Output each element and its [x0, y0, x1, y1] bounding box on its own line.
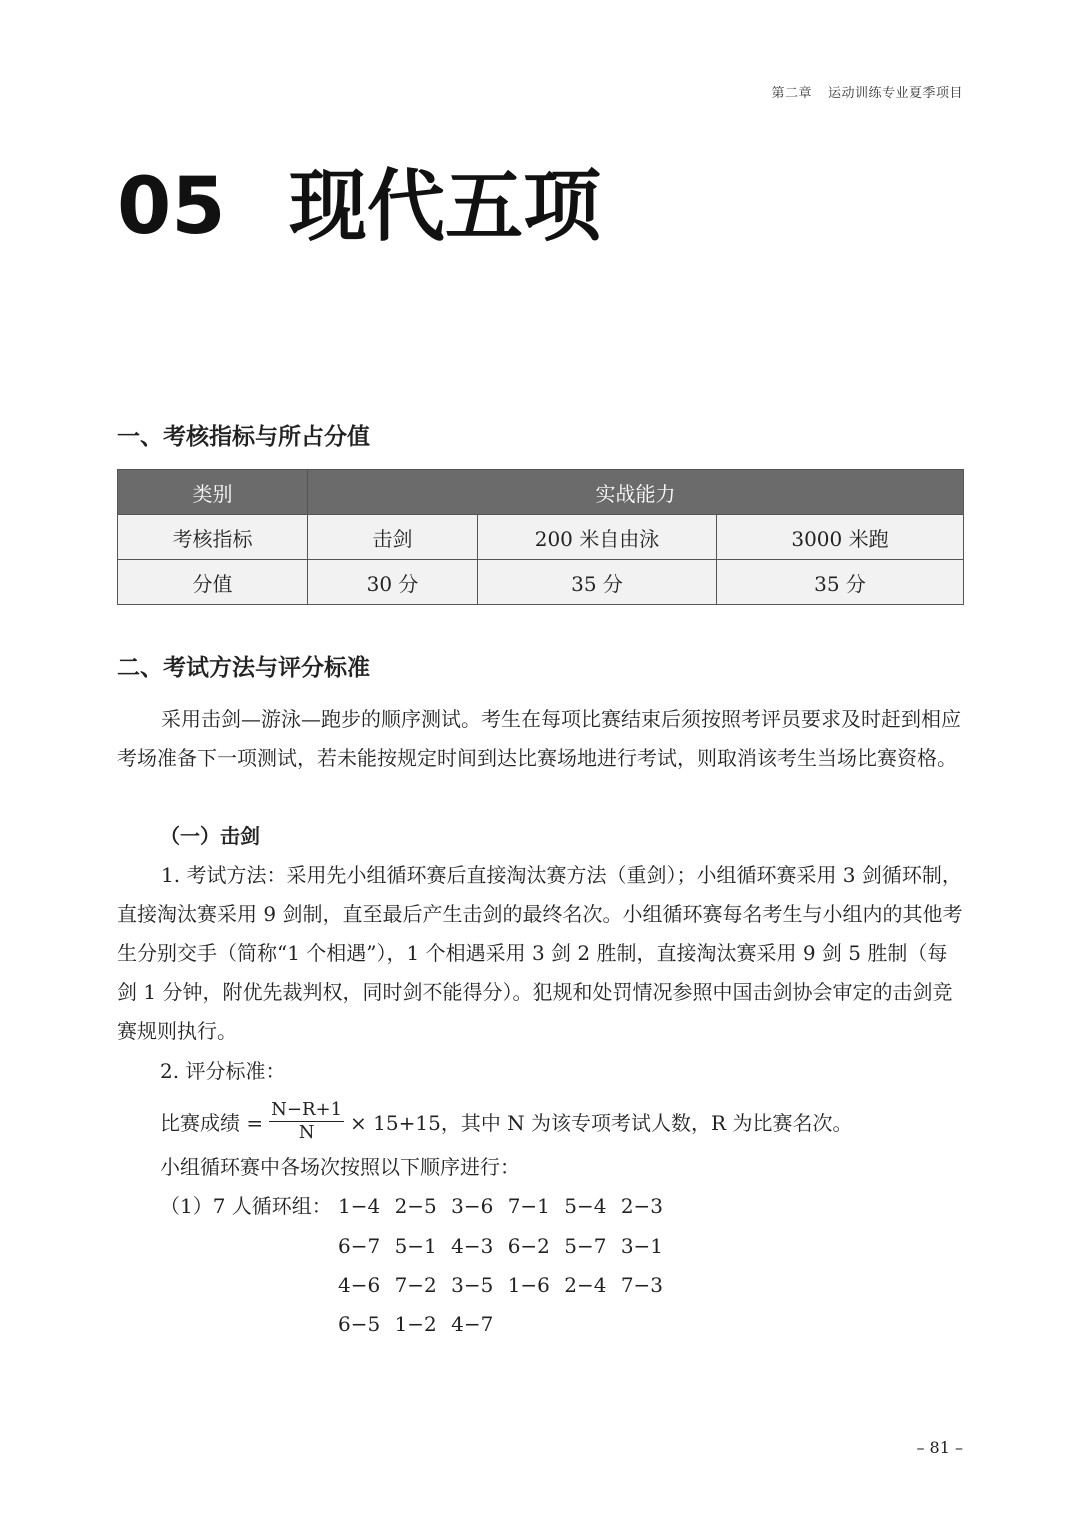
table-header-category: 类别 [118, 470, 308, 515]
chapter-title [117, 162, 602, 252]
table-cell: 200 米自由泳 [478, 515, 717, 560]
table-row-label: 考核指标 [118, 515, 308, 560]
intro-paragraph [117, 700, 967, 778]
table-header-group: 实战能力 [308, 470, 964, 515]
table-cell: 击剑 [308, 515, 478, 560]
score-formula [160, 1097, 852, 1145]
intro-text: 采用击剑—游泳—跑步的顺序测试。考生在每项比赛结束后须按照考评员要求及时赶到相应考场准备下一项测试，若未能按规定时间到达比赛场地进行考试，则取消该考生当场比赛资格。 [117, 707, 961, 770]
table-row [118, 560, 964, 605]
section2-heading: 二、考试方法与评分标准 [117, 654, 370, 681]
formula-suffix: × 15+15，其中 N 为该专项考试人数，R 为比赛名次。 [350, 1110, 853, 1135]
chapter-number: 05 [117, 162, 226, 252]
page-number: – 81 – [916, 1438, 963, 1457]
match-line: 6−7 5−1 4−3 6−2 5−7 3−1 [338, 1234, 664, 1258]
method-text: 1. 考试方法：采用先小组循环赛后直接淘汰赛方法（重剑）；小组循环赛采用 3 剑循环制，直接淘汰赛采用 9 剑制，直至最后产生击剑的最终名次。小组循环赛每名考生与小组内的其他考生分别交手（简称“1 个相遇”），1 个相遇采用 3 剑 2 胜制，直接淘汰赛采用 9 剑 5 胜制（每剑 1 分钟，附优先裁判权，同时剑不能得分）。犯规和处罚情况参照中国击剑协会审定的击剑竞赛规则执行。 [117, 863, 963, 1043]
scoring-label: 2. 评分标准： [160, 1059, 286, 1083]
table-cell: 35 分 [478, 560, 717, 605]
fencing-subheading: （一）击剑 [160, 824, 260, 848]
table-cell: 3000 米跑 [717, 515, 964, 560]
formula-fraction [269, 1099, 344, 1144]
running-head-title: 运动训练专业夏季项目 [827, 86, 963, 101]
formula-numerator: N−R+1 [271, 1098, 343, 1120]
match-line: 4−6 7−2 3−5 1−6 2−4 7−3 [338, 1273, 664, 1297]
match-line: 1−4 2−5 3−6 7−1 5−4 2−3 [338, 1194, 664, 1218]
table-row-label: 分值 [118, 560, 308, 605]
formula-prefix: 比赛成绩 = [160, 1110, 264, 1135]
seven-group-label: （1）7 人循环组： [160, 1194, 332, 1218]
running-head-chapter: 第二章 [771, 86, 812, 101]
score-table [117, 469, 964, 605]
table-row [118, 515, 964, 560]
running-head [771, 82, 963, 101]
table-cell: 30 分 [308, 560, 478, 605]
match-line: 6−5 1−2 4−7 [338, 1312, 494, 1336]
formula-denominator: N [298, 1121, 315, 1143]
section1-heading: 一、考核指标与所占分值 [117, 423, 370, 450]
table-cell: 35 分 [717, 560, 964, 605]
table-header-row [118, 470, 964, 515]
chapter-name: 现代五项 [289, 162, 602, 252]
order-intro: 小组循环赛中各场次按照以下顺序进行： [160, 1155, 520, 1179]
method-paragraph [117, 856, 967, 1051]
